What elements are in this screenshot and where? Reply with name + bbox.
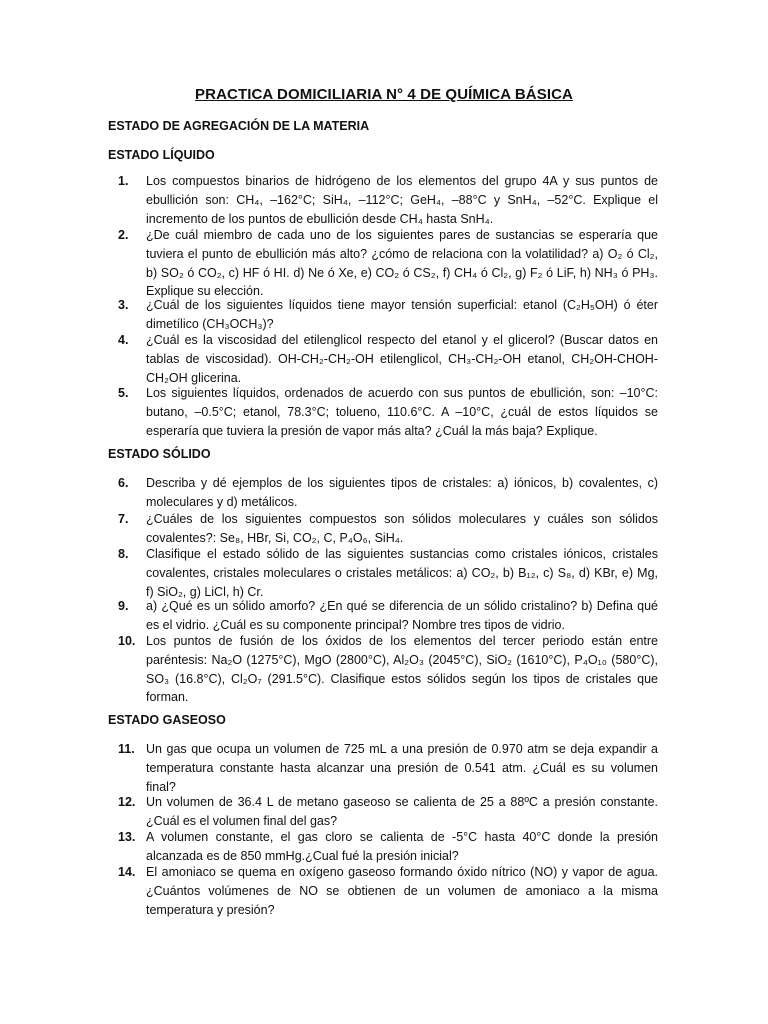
- question-line: ¿De cuál miembro de cada uno de los siguientes pares de sustancias se esperaría que: [146, 228, 658, 242]
- question-text: [146, 863, 658, 919]
- question-line: Los puntos de fusión de los óxidos de los elementos del tercer periodo están entre: [146, 634, 658, 648]
- question-number: 6.: [118, 476, 129, 490]
- question-line: Explique su elección.: [146, 284, 264, 299]
- question-line: butano, –0.5°C; etanol, 78.3°C; tolueno, 110.6°C. A –10°C, ¿cuál de estos líquidos se: [146, 404, 658, 419]
- question-line: ¿Cuántos volúmenes de NO se obtienen de un volumen de amoniaco a la misma: [146, 883, 658, 898]
- question-number: 8.: [118, 547, 129, 561]
- question-line: Los compuestos binarios de hidrógeno de los elementos del grupo 4A y sus puntos de: [146, 174, 658, 188]
- question-text: [146, 296, 658, 334]
- question-line: ¿Cuáles de los siguientes compuestos son sólidos moleculares y cuáles son sólidos: [146, 512, 658, 526]
- question-number: 14.: [118, 865, 136, 879]
- question-number: 10.: [118, 634, 136, 648]
- question-number: 4.: [118, 333, 129, 347]
- question-number: 13.: [118, 830, 136, 844]
- question-line: a) ¿Qué es un sólido amorfo? ¿En qué se diferencia de un sólido cristalino? b) Defina qué: [146, 599, 658, 613]
- question-number: 5.: [118, 386, 129, 400]
- question-line: ebullición son: CH₄, –162°C; SiH₄, –112°C; GeH₄, –88°C y SnH₄, –52°C. Explique el: [146, 192, 658, 207]
- question-text: [146, 828, 658, 866]
- section-heading-gaseoso: ESTADO GASEOSO: [108, 713, 226, 727]
- question-line: ¿Cuál de los siguientes líquidos tiene mayor tensión superficial: etanol (C₂H₅OH) ó éter: [146, 298, 658, 312]
- question-line: Clasifique el estado sólido de las siguientes sustancias como cristales iónicos, cristales: [146, 547, 658, 561]
- question-line: f) SiO₂, g) LiCl, h) Cr.: [146, 584, 264, 599]
- question-line: SO₃ (16.8°C), Cl₂O₇ (291.5°C). Clasifique estos sólidos según los tipos de cristales que: [146, 671, 658, 686]
- question-line: temperatura constante hasta alcanzar una presión de 0.541 atm. ¿Cuál es su volumen: [146, 760, 658, 775]
- question-line: paréntesis: Na₂O (1275°C), MgO (2800°C), Al₂O₃ (2045°C), SiO₂ (1610°C), P₄O₁₀ (580°C),: [146, 652, 658, 667]
- question-number: 3.: [118, 298, 129, 312]
- question-line: Un gas que ocupa un volumen de 725 mL a una presión de 0.970 atm se deja expandir a: [146, 742, 658, 756]
- question-line: esperaría que tuviera la presión de vapor más alta? ¿Cuál la más baja? Explique.: [146, 423, 598, 438]
- question-line: Describa y dé ejemplos de los siguientes tipos de cristales: a) iónicos, b) covalentes, c): [146, 476, 658, 490]
- question-text: [146, 597, 658, 635]
- question-number: 7.: [118, 512, 129, 526]
- document-title: PRACTICA DOMICILIARIA N° 4 DE QUÍMICA BÁSICA: [195, 86, 573, 103]
- section-heading-main: ESTADO DE AGREGACIÓN DE LA MATERIA: [108, 119, 370, 133]
- question-line: A volumen constante, el gas cloro se calienta de -5°C hasta 40°C donde la presión: [146, 830, 658, 844]
- question-line: final?: [146, 779, 176, 794]
- question-line: alcanzada es de 850 mmHg.¿Cual fué la presión inicial?: [146, 848, 459, 863]
- question-text: [146, 510, 658, 548]
- question-line: tuviera el punto de ebullición más alto? ¿cómo de relaciona con la volatilidad? a) O₂ ó Cl₂,: [146, 246, 658, 261]
- question-line: incremento de los puntos de ebullición desde CH₄ hasta SnH₄.: [146, 211, 494, 226]
- question-line: dimetílico (CH₃OCH₃)?: [146, 316, 274, 331]
- question-line: Los siguientes líquidos, ordenados de acuerdo con sus puntos de ebullición, son: –10°C:: [146, 386, 658, 400]
- question-text: [146, 474, 658, 512]
- question-line: El amoniaco se quema en oxígeno gaseoso formando óxido nítrico (NO) y vapor de agua.: [146, 865, 658, 879]
- section-heading-liquido: ESTADO LÍQUIDO: [108, 148, 215, 162]
- question-text: [146, 545, 658, 601]
- question-text: [146, 331, 658, 387]
- question-line: moleculares y d) metálicos.: [146, 494, 298, 509]
- question-number: 9.: [118, 599, 129, 613]
- question-line: ¿Cuál es la viscosidad del etilenglicol respecto del etanol y el glicerol? (Buscar datos en: [146, 333, 658, 347]
- question-text: [146, 172, 658, 228]
- question-line: forman.: [146, 690, 189, 705]
- question-line: ¿Cuál es el volumen final del gas?: [146, 813, 338, 828]
- question-line: covalentes?: Se₈, HBr, Si, CO₂, C, P₄O₆, SiH₄.: [146, 530, 404, 545]
- question-line: temperatura y presión?: [146, 902, 275, 917]
- question-line: CH₂OH glicerina.: [146, 370, 242, 385]
- question-text: [146, 740, 658, 796]
- question-text: [146, 632, 658, 707]
- question-line: tablas de viscosidad). OH-CH₂-CH₂-OH etilenglicol, CH₃-CH₂-OH etanol, CH₂OH-CHOH-: [146, 351, 658, 366]
- question-text: [146, 384, 658, 440]
- question-line: covalentes, cristales moleculares o cristales metálicos: a) CO₂, b) B₁₂, c) S₈, d) KBr, e) Mg,: [146, 565, 658, 580]
- question-text: [146, 793, 658, 831]
- question-line: Un volumen de 36.4 L de metano gaseoso se calienta de 25 a 88ºC a presión constante.: [146, 795, 658, 809]
- question-number: 12.: [118, 795, 136, 809]
- section-heading-solido: ESTADO SÓLIDO: [108, 447, 211, 461]
- question-number: 1.: [118, 174, 129, 188]
- question-number: 2.: [118, 228, 129, 242]
- question-line: b) SO₂ ó CO₂, c) HF ó HI. d) Ne ó Xe, e) CO₂ ó CS₂, f) CH₄ ó Cl₂, g) F₂ ó LiF, h) NH₃ ó PH₃.: [146, 265, 658, 280]
- question-line: es el vidrio. ¿Cuál es su componente principal? Nombre tres tipos de vidrio.: [146, 617, 565, 632]
- question-number: 11.: [118, 742, 135, 756]
- question-text: [146, 226, 658, 301]
